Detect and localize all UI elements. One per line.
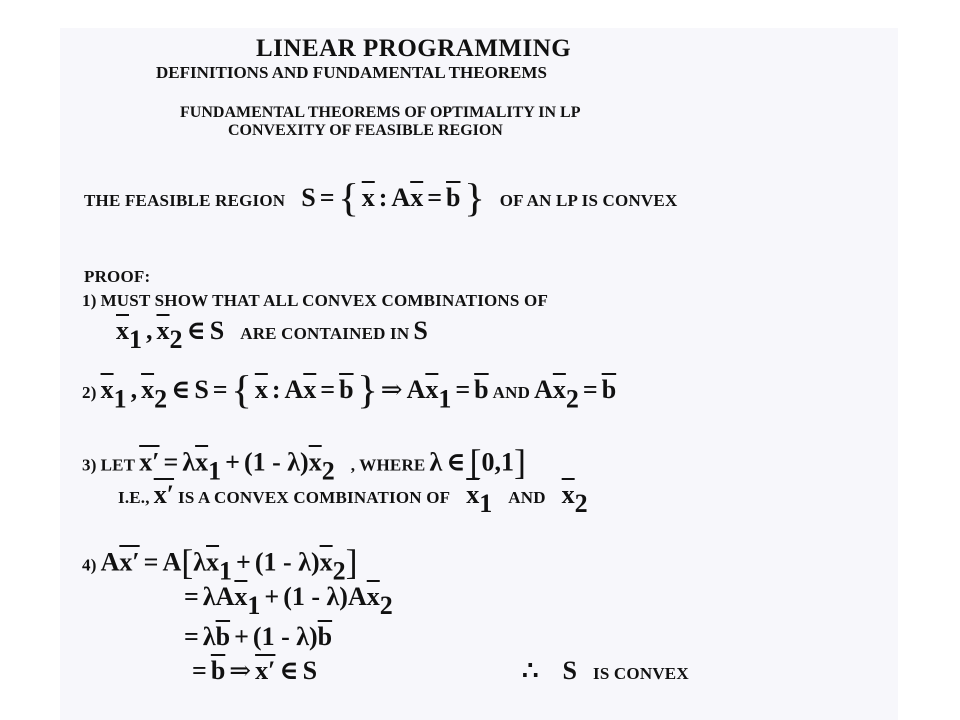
var-b: $\overline{b}$ [446,183,461,213]
equals-sign: = [455,375,471,405]
sub-1: 1 [129,325,142,355]
therefore-symbol: ∴ [522,656,539,685]
var-x: $\overline{x}$ [254,375,268,405]
open-brace: { [337,175,359,220]
equals-sign: = [212,375,228,405]
let-text: LET [100,455,136,475]
sub-2: 2 [332,556,346,586]
var-x-prime: x′ [119,547,140,577]
sub-2: 2 [574,489,588,519]
where-text: , WHERE [350,455,426,475]
statement-suffix: OF AN LP IS CONVEX [499,191,678,211]
lambda: λ [429,447,443,477]
interval: 0,1 [481,447,514,477]
step-2-line [82,367,617,414]
var-b: $\overline{b}$ [210,656,226,685]
contained-text: ARE CONTAINED IN [240,324,410,343]
sub-2: 2 [321,456,335,486]
set-s: S [413,316,428,345]
matrix-a: A [215,582,235,611]
var-x-prime: x′ [255,656,276,685]
step-4-line-1 [82,542,358,586]
var-x: $\overline{x}$ [366,582,380,611]
lambda: λ [202,582,216,611]
sub-1: 1 [438,384,452,414]
var-x: $\overline{x}$ [141,375,155,405]
equals-sign: = [184,622,199,651]
equals-sign: = [319,183,335,213]
var-x: $\overline{x}$ [303,375,317,405]
var-x: $\overline{x}$ [156,316,170,345]
lambda: λ [182,447,196,477]
equals-sign: = [427,183,443,213]
lambda: λ [193,547,207,577]
equals-sign: = [184,582,199,611]
matrix-a: A [347,582,367,611]
sub-2: 2 [154,384,168,414]
step-number: 4) [82,555,97,575]
and-text: AND [508,488,546,507]
open-bracket: [ [469,442,482,482]
step-1-text: MUST SHOW THAT ALL CONVEX COMBINATIONS OF [100,291,549,310]
var-x-prime: x′ [153,480,175,509]
var-x: $\overline{x}$ [206,547,220,577]
close-brace: } [463,175,485,220]
var-x: $\overline{x}$ [425,375,439,405]
is-convex-text: IS CONVEX [593,664,689,683]
sub-2: 2 [169,325,183,355]
var-b: $\overline{b}$ [474,375,489,405]
sub-2: 2 [565,384,579,414]
equals-sign: = [582,375,598,405]
matrix-a: A [284,375,304,405]
plus-sign: + [264,582,280,611]
page-subtitle: DEFINITIONS AND FUNDAMENTAL THEOREMS [156,63,547,82]
element-of: ∈ [446,447,466,477]
step-3-line-1 [82,442,526,486]
open-bracket: [ [181,542,194,582]
proof-heading: PROOF: [84,267,151,286]
step-1-line-1 [82,292,548,310]
var-b: $\overline{b}$ [339,375,354,405]
matrix-a: A [534,375,553,405]
step-4-line-3 [184,624,332,650]
matrix-a: A [162,547,182,577]
colon: : [378,183,388,213]
comma: , [130,375,138,405]
matrix-a: A [391,183,411,213]
implies: ⇒ [380,375,403,405]
open-brace: { [230,367,252,412]
step-4-line-2 [184,582,393,621]
one-minus-lambda: (1 - λ) [252,622,318,651]
var-b: $\overline{b}$ [317,622,333,651]
var-x: $\overline{x}$ [116,316,129,345]
convex-combo-text: IS A CONVEX COMBINATION OF [178,488,451,507]
var-x-prime: x′ [139,447,160,477]
close-bracket: ] [345,542,358,582]
var-x: $\overline{x}$ [410,183,424,213]
plus-sign: + [234,622,249,651]
one-minus-lambda: (1 - λ) [243,447,309,477]
lambda: λ [202,622,216,651]
and-text: AND [492,383,531,403]
step-number: 3) [82,455,97,475]
equals-sign: = [192,656,207,685]
ie-text: I.E., [118,488,150,507]
one-minus-lambda: (1 - λ) [254,547,320,577]
step-number: 1) [82,291,97,310]
matrix-a: A [406,375,426,405]
matrix-a: A [100,547,120,577]
equals-sign: = [163,447,179,477]
var-x: $\overline{x}$ [552,375,566,405]
step-4-line-4 [192,658,317,684]
page-title: LINEAR PROGRAMMING [256,35,572,62]
close-brace: } [356,367,378,412]
equals-sign: = [320,375,336,405]
close-bracket: ] [514,442,526,482]
var-x: $\overline{x}$ [466,480,480,509]
var-b: $\overline{b}$ [601,375,617,405]
step-4-conclusion [522,658,689,684]
sub-1: 1 [208,456,222,486]
element-of: ∈ [186,316,206,345]
var-x: $\overline{x}$ [100,375,114,405]
colon: : [271,375,281,405]
implies: ⇒ [229,656,252,685]
sub-1: 1 [219,556,233,586]
var-b: $\overline{b}$ [215,622,231,651]
one-minus-lambda: (1 - λ) [283,582,348,611]
var-x: $\overline{x}$ [234,582,248,611]
step-1-line-2 [116,316,428,355]
statement-line [84,175,678,220]
sub-1: 1 [479,489,493,519]
var-x: $\overline{x}$ [195,447,209,477]
set-s: S [301,183,316,213]
statement-prefix: THE FEASIBLE REGION [84,191,286,211]
comma: , [146,316,153,345]
set-s: S [302,656,318,685]
var-x: $\overline{x}$ [308,447,322,477]
step-3-line-2 [118,480,588,519]
var-x: $\overline{x}$ [361,183,375,213]
set-s: S [209,316,225,345]
var-x: $\overline{x}$ [561,480,575,509]
var-x: $\overline{x}$ [319,547,333,577]
plus-sign: + [225,447,240,477]
set-s: S [194,375,209,405]
equals-sign: = [143,547,159,577]
set-s: S [562,656,578,685]
theorem-title: FUNDAMENTAL THEOREMS OF OPTIMALITY IN LP [180,104,581,121]
sub-1: 1 [113,384,127,414]
plus-sign: + [236,547,251,577]
sub-2: 2 [379,591,393,621]
element-of: ∈ [171,375,191,405]
slide-page [60,28,898,720]
theorem-subtitle: CONVEXITY OF FEASIBLE REGION [228,122,503,139]
sub-1: 1 [247,591,261,621]
element-of: ∈ [279,656,299,685]
step-number: 2) [82,383,97,403]
